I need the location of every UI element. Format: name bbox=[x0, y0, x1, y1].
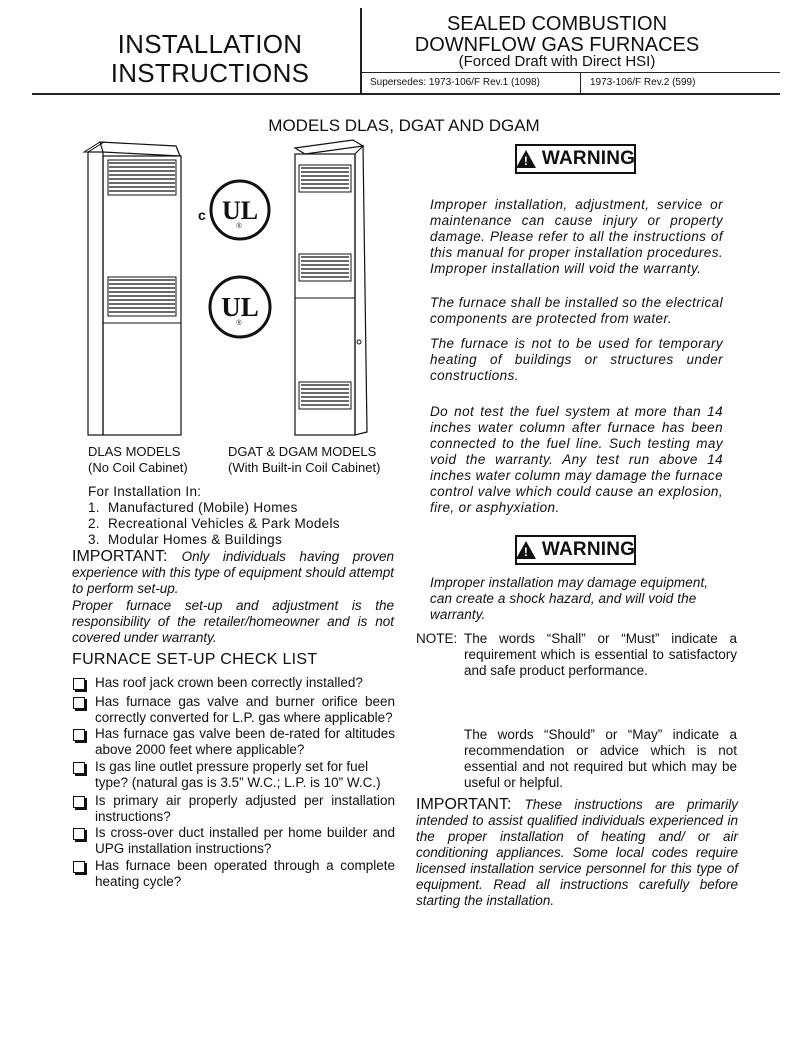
title-line-2: INSTRUCTIONS bbox=[110, 58, 310, 88]
checkbox[interactable] bbox=[73, 697, 85, 709]
dlas-caption bbox=[88, 444, 188, 476]
warning-box bbox=[515, 144, 636, 174]
warning-box bbox=[515, 535, 636, 565]
checklist-item: Is cross-over duct installed per home builder and UPG installation instructions? bbox=[95, 825, 395, 856]
checkbox[interactable] bbox=[73, 678, 85, 690]
checklist-item: Has furnace gas valve been de-rated for altitudes above 2000 feet where applicable? bbox=[95, 726, 395, 757]
warning-paragraph: The furnace shall be installed so the electrical components are protected from water. bbox=[430, 295, 723, 326]
header-subrule bbox=[361, 72, 780, 73]
checklist-item: Has furnace gas valve and burner orifice been correctly converted for L.P. gas where applicable? bbox=[95, 694, 395, 725]
checkbox[interactable] bbox=[73, 861, 85, 873]
checklist-item: Is primary air properly adjusted per installation instructions? bbox=[95, 793, 395, 824]
warning-text: Improper installation may damage equipment, can create a shock hazard, and will void the warranty. bbox=[430, 575, 709, 622]
installation-in-item: 1. Manufactured (Mobile) Homes bbox=[88, 500, 298, 515]
dgat-caption-line-2: (With Built-in Coil Cabinet) bbox=[228, 460, 381, 475]
ul-registered-mark: ® bbox=[236, 320, 242, 327]
models-title: MODELS DLAS, DGAT AND DGAM bbox=[268, 116, 540, 135]
installation-in-heading: For Installation In: bbox=[88, 484, 202, 499]
dlas-caption-line-1: DLAS MODELS bbox=[88, 444, 181, 459]
checklist-item: Has roof jack crown been correctly installed? bbox=[95, 675, 363, 690]
checkbox[interactable] bbox=[73, 729, 85, 741]
dlas-furnace-illustration bbox=[80, 138, 200, 438]
header-rule bbox=[32, 93, 780, 95]
checkbox[interactable] bbox=[73, 796, 85, 808]
responsibility-text: Proper furnace set-up and adjustment is the responsibility of the retailer/homeowner and is not covered under warranty. bbox=[72, 598, 394, 645]
product-subtitle: (Forced Draft with Direct HSI) bbox=[458, 53, 656, 70]
supersedes-text: Supersedes: 1973-106/F Rev.1 (1098) bbox=[370, 77, 540, 88]
ul-logo-text: UL bbox=[221, 292, 259, 322]
important-label-2: IMPORTANT: bbox=[416, 796, 512, 813]
warning-paragraph: Improper installation, adjustment, service or maintenance can cause injury or property damage. Please refer to all the instructions of this manual for proper installation procedures. Improper installation will void the warranty. bbox=[430, 197, 723, 276]
checkbox[interactable] bbox=[73, 762, 85, 774]
dgat-caption bbox=[228, 444, 380, 476]
dgat-caption-line-1: DGAT & DGAM MODELS bbox=[228, 444, 377, 459]
warning-triangle-icon bbox=[516, 541, 536, 559]
important-text-2: These instructions are primarily intended to assist qualified individuals experienced in the proper installation of heating and/ or air conditioning appliances. Some local codes require licensed installation service personnel for this type of equipment. Read all instructions carefully before starting the installation. bbox=[416, 797, 738, 908]
checkbox[interactable] bbox=[73, 828, 85, 840]
note-text-should: The words “Should” or “May” indicate a recommendation or advice which is not essential and not required but which may be useful or helpful. bbox=[464, 727, 737, 790]
cul-prefix: c bbox=[198, 207, 206, 223]
important-notice bbox=[72, 549, 394, 597]
note-text-shall: The words “Shall” or “Must” indicate a requirement which is essential to satisfactory and safe product performance. bbox=[464, 631, 737, 678]
header-divider-small bbox=[580, 72, 581, 94]
revision-text: 1973-106/F Rev.2 (599) bbox=[590, 77, 696, 88]
dgat-dgam-furnace-illustration bbox=[285, 138, 375, 438]
product-title bbox=[362, 14, 752, 56]
product-title-line-1: SEALED COMBUSTION bbox=[446, 13, 668, 35]
checklist-item: Is gas line outlet pressure properly set for fuel type? (natural gas is 3.5” W.C.; L.P. is 10” W.C.) bbox=[95, 759, 381, 790]
ul-listed-logo bbox=[207, 274, 273, 340]
cul-listed-logo bbox=[208, 178, 272, 242]
important-label: IMPORTANT: bbox=[72, 548, 168, 565]
document-title bbox=[60, 30, 360, 88]
product-title-line-2: DOWNFLOW GAS FURNACES bbox=[414, 34, 700, 56]
warning-paragraph: The furnace is not to be used for temporary heating of buildings or structures under constructions. bbox=[430, 336, 723, 383]
checklist-item: Has furnace been operated through a complete heating cycle? bbox=[95, 858, 395, 889]
note-label: NOTE: bbox=[416, 631, 458, 646]
checklist-heading: FURNACE SET-UP CHECK LIST bbox=[72, 651, 318, 668]
warning-paragraph: Do not test the fuel system at more than 14 inches water column after furnace has been connected to the fuel line. Such testing may void the warranty. Any test run above 14 inches water column may damage the furnace control valve which could cause an explosion, fire, or asphyxiation. bbox=[430, 404, 723, 515]
dlas-caption-line-2: (No Coil Cabinet) bbox=[88, 460, 188, 475]
cul-logo-text: UL bbox=[221, 196, 259, 225]
warning-triangle-icon bbox=[516, 150, 536, 168]
important-text: Only individuals having proven experience with this type of equipment should attempt to perform set-up. bbox=[72, 549, 394, 596]
cul-registered-mark: ® bbox=[236, 223, 242, 230]
title-line-1: INSTALLATION bbox=[117, 29, 303, 59]
installation-in-item: 3. Modular Homes & Buildings bbox=[88, 532, 283, 547]
warning-label: WARNING bbox=[541, 539, 636, 560]
warning-label: WARNING bbox=[541, 148, 636, 169]
important-notice-2 bbox=[416, 797, 738, 909]
installation-in-item: 2. Recreational Vehicles & Park Models bbox=[88, 516, 340, 531]
